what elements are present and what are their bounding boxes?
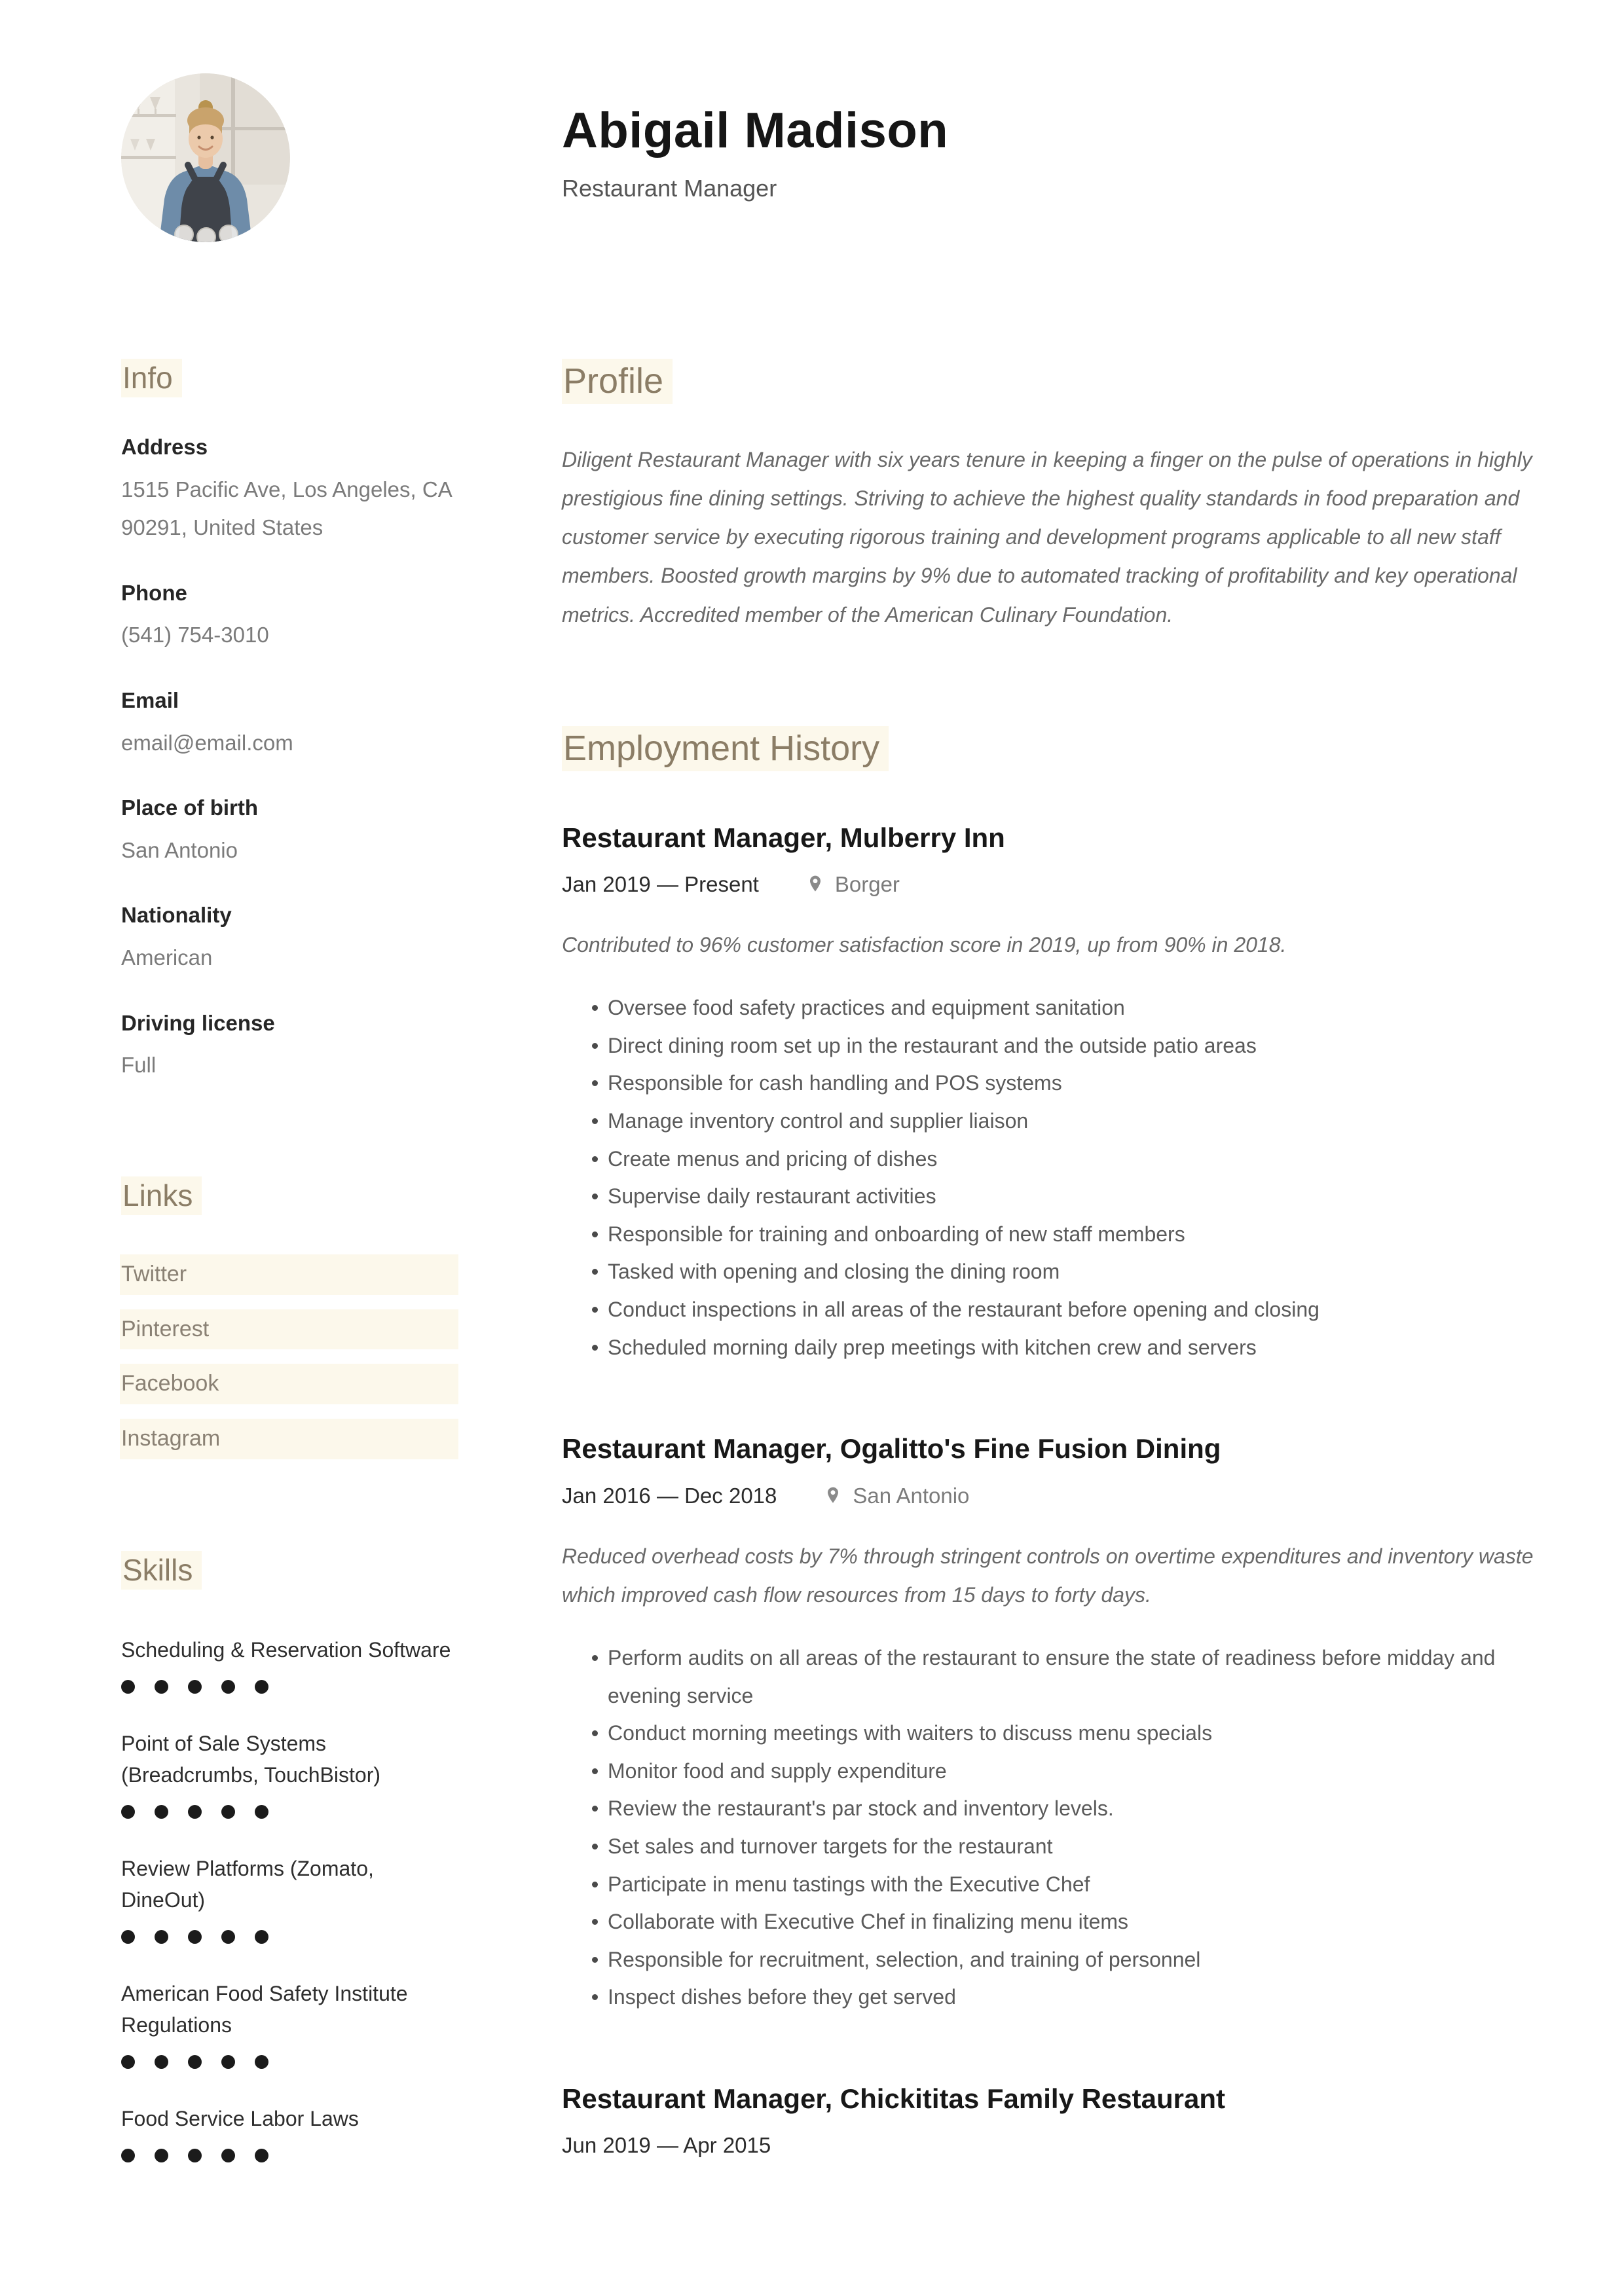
info-field-label: Place of birth	[121, 795, 259, 820]
rating-dot	[221, 2055, 235, 2069]
rating-dot	[121, 1680, 135, 1694]
profile-photo	[121, 73, 290, 242]
skill-name: American Food Safety Institute Regulations	[121, 1982, 408, 2037]
section-skills	[121, 1551, 458, 2162]
skill-item	[121, 1634, 458, 1694]
info-field-value: Full	[121, 1052, 157, 1077]
job-title: Restaurant Manager, Ogalitto's Fine Fusion Dining	[562, 1433, 1221, 1465]
link-pinterest[interactable]: Pinterest	[120, 1309, 458, 1350]
link-twitter[interactable]: Twitter	[120, 1254, 458, 1295]
rating-dot	[221, 2149, 235, 2162]
rating-dot	[155, 1805, 168, 1819]
links-list	[121, 1254, 458, 1459]
job-period: Jun 2019 — Apr 2015	[562, 2133, 771, 2158]
info-field-driving-license	[121, 1004, 458, 1085]
job-bullets	[562, 1639, 1536, 2016]
job-location-label: San Antonio	[853, 1483, 970, 1508]
job-period: Jan 2016 — Dec 2018	[562, 1483, 777, 1508]
info-field-email	[121, 681, 458, 762]
info-field-label: Address	[121, 435, 208, 460]
links-heading: Links	[121, 1176, 202, 1215]
info-field-phone	[121, 574, 458, 655]
bullet-item: Supervise daily restaurant activities	[592, 1178, 1536, 1216]
bullet-item: Conduct inspections in all areas of the restaurant before opening and closing	[592, 1291, 1536, 1329]
section-employment-history	[562, 726, 1536, 2159]
info-field-value: (541) 754-3010	[121, 623, 269, 647]
section-info	[121, 359, 458, 1085]
job-location-label: Borger	[834, 872, 900, 897]
bullet-item: Direct dining room set up in the restaurant and the outside patio areas	[592, 1027, 1536, 1065]
rating-dot	[188, 2149, 202, 2162]
job-meta	[562, 1484, 1536, 1508]
rating-dot	[155, 1680, 168, 1694]
bullet-item: Perform audits on all areas of the restaurant to ensure the state of readiness before midday and evening service	[592, 1639, 1536, 1715]
skills-heading: Skills	[121, 1551, 202, 1590]
rating-dot	[255, 1680, 268, 1694]
skill-rating	[121, 2149, 458, 2162]
rating-dot	[155, 2055, 168, 2069]
job-summary: Reduced overhead costs by 7% through stringent controls on overtime expenditures and inventory waste which improved cash flow resources from 15 days to forty days.	[562, 1544, 1534, 1607]
job-location	[805, 872, 900, 897]
job-summary: Contributed to 96% customer satisfaction score in 2019, up from 90% in 2018.	[562, 933, 1287, 957]
sidebar	[121, 359, 458, 2276]
rating-dot	[188, 1680, 202, 1694]
info-field-nationality	[121, 896, 458, 977]
info-field-label: Phone	[121, 581, 187, 606]
bullet-item: Responsible for cash handling and POS systems	[592, 1065, 1536, 1102]
person-name: Abigail Madison	[562, 103, 949, 158]
rating-dot	[255, 1805, 268, 1819]
info-field-label: Driving license	[121, 1010, 275, 1035]
bullet-item: Scheduled morning daily prep meetings with kitchen crew and servers	[592, 1329, 1536, 1367]
rating-dot	[221, 1805, 235, 1819]
bullet-item: Participate in menu tastings with the Executive Chef	[592, 1866, 1536, 1904]
info-field-place-of-birth	[121, 788, 458, 869]
bullet-item: Conduct morning meetings with waiters to discuss menu specials	[592, 1715, 1536, 1753]
link-facebook[interactable]: Facebook	[120, 1364, 458, 1404]
info-field-label: Email	[121, 688, 179, 713]
skill-item	[121, 1978, 458, 2069]
bullet-item: Manage inventory control and supplier liaison	[592, 1102, 1536, 1140]
job-entry	[562, 821, 1536, 1367]
info-field-value: email@email.com	[121, 730, 293, 755]
rating-dot	[255, 1930, 268, 1944]
job-meta	[562, 872, 1536, 897]
skill-item	[121, 1728, 458, 1819]
rating-dot	[121, 1805, 135, 1819]
bullet-item: Review the restaurant's par stock and inventory levels.	[592, 1790, 1536, 1828]
rating-dot	[155, 2149, 168, 2162]
rating-dot	[255, 2149, 268, 2162]
rating-dot	[188, 1930, 202, 1944]
info-field-value: 1515 Pacific Ave, Los Angeles, CA 90291, United States	[121, 477, 451, 540]
rating-dot	[188, 1805, 202, 1819]
profile-heading: Profile	[562, 359, 673, 404]
rating-dot	[255, 2055, 268, 2069]
bullet-item: Collaborate with Executive Chef in finalizing menu items	[592, 1903, 1536, 1941]
skill-rating	[121, 1805, 458, 1819]
skill-name: Review Platforms (Zomato, DineOut)	[121, 1857, 374, 1912]
link-instagram[interactable]: Instagram	[120, 1419, 458, 1459]
skill-item	[121, 1853, 458, 1944]
skill-name: Food Service Labor Laws	[121, 2107, 359, 2131]
skill-rating	[121, 2055, 458, 2069]
bullet-item: Responsible for recruitment, selection, and training of personnel	[592, 1941, 1536, 1979]
job-meta	[562, 2133, 1536, 2158]
section-profile	[562, 359, 1536, 634]
skill-name: Scheduling & Reservation Software	[121, 1638, 451, 1662]
job-title: Restaurant Manager, Chickititas Family Restaurant	[562, 2083, 1225, 2114]
info-field-label: Nationality	[121, 903, 232, 928]
info-field-address	[121, 428, 458, 547]
info-heading: Info	[121, 359, 182, 397]
skill-item	[121, 2103, 458, 2162]
rating-dot	[221, 1930, 235, 1944]
skill-rating	[121, 1930, 458, 1944]
job-entry	[562, 2082, 1536, 2159]
rating-dot	[188, 2055, 202, 2069]
job-title: Restaurant Manager, Mulberry Inn	[562, 822, 1005, 853]
header	[562, 73, 1536, 242]
profile-paragraph: Diligent Restaurant Manager with six years tenure in keeping a finger on the pulse of operations in highly prestigious fine dining settings. Striving to achieve the highest quality standards in food preparation and customer service by executing rigorous training and development programs applicable to all new staff members. Boosted growth margins by 9% due to automated tracking of profitability and key operational metrics. Accredited member of the American Culinary Foundation.	[562, 447, 1532, 627]
bullet-item: Create menus and pricing of dishes	[592, 1140, 1536, 1178]
job-location	[822, 1484, 969, 1508]
bullet-item: Inspect dishes before they get served	[592, 1978, 1536, 2016]
bullet-item: Oversee food safety practices and equipment sanitation	[592, 989, 1536, 1027]
profile-photo-cell	[121, 73, 290, 242]
rating-dot	[121, 2149, 135, 2162]
job-period: Jan 2019 — Present	[562, 872, 759, 897]
bullet-item: Responsible for training and onboarding of new staff members	[592, 1216, 1536, 1254]
rating-dot	[121, 1930, 135, 1944]
info-field-value: San Antonio	[121, 837, 238, 862]
rating-dot	[221, 1680, 235, 1694]
location-pin-icon	[805, 874, 826, 895]
section-links	[121, 1176, 458, 1459]
bullet-item: Set sales and turnover targets for the restaurant	[592, 1828, 1536, 1866]
bullet-item: Tasked with opening and closing the dining room	[592, 1253, 1536, 1291]
employment-history-heading: Employment History	[562, 726, 889, 771]
job-entry	[562, 1432, 1536, 2016]
skill-rating	[121, 1680, 458, 1694]
profile-photo-illustration	[121, 73, 290, 242]
job-bullets	[562, 989, 1536, 1366]
info-field-value: American	[121, 945, 213, 970]
main-content	[562, 359, 1536, 2276]
person-job-title: Restaurant Manager	[562, 174, 777, 202]
rating-dot	[121, 2055, 135, 2069]
bullet-item: Monitor food and supply expenditure	[592, 1753, 1536, 1791]
rating-dot	[155, 1930, 168, 1944]
location-pin-icon	[822, 1485, 843, 1506]
skill-name: Point of Sale Systems (Breadcrumbs, TouchBistor)	[121, 1732, 380, 1787]
